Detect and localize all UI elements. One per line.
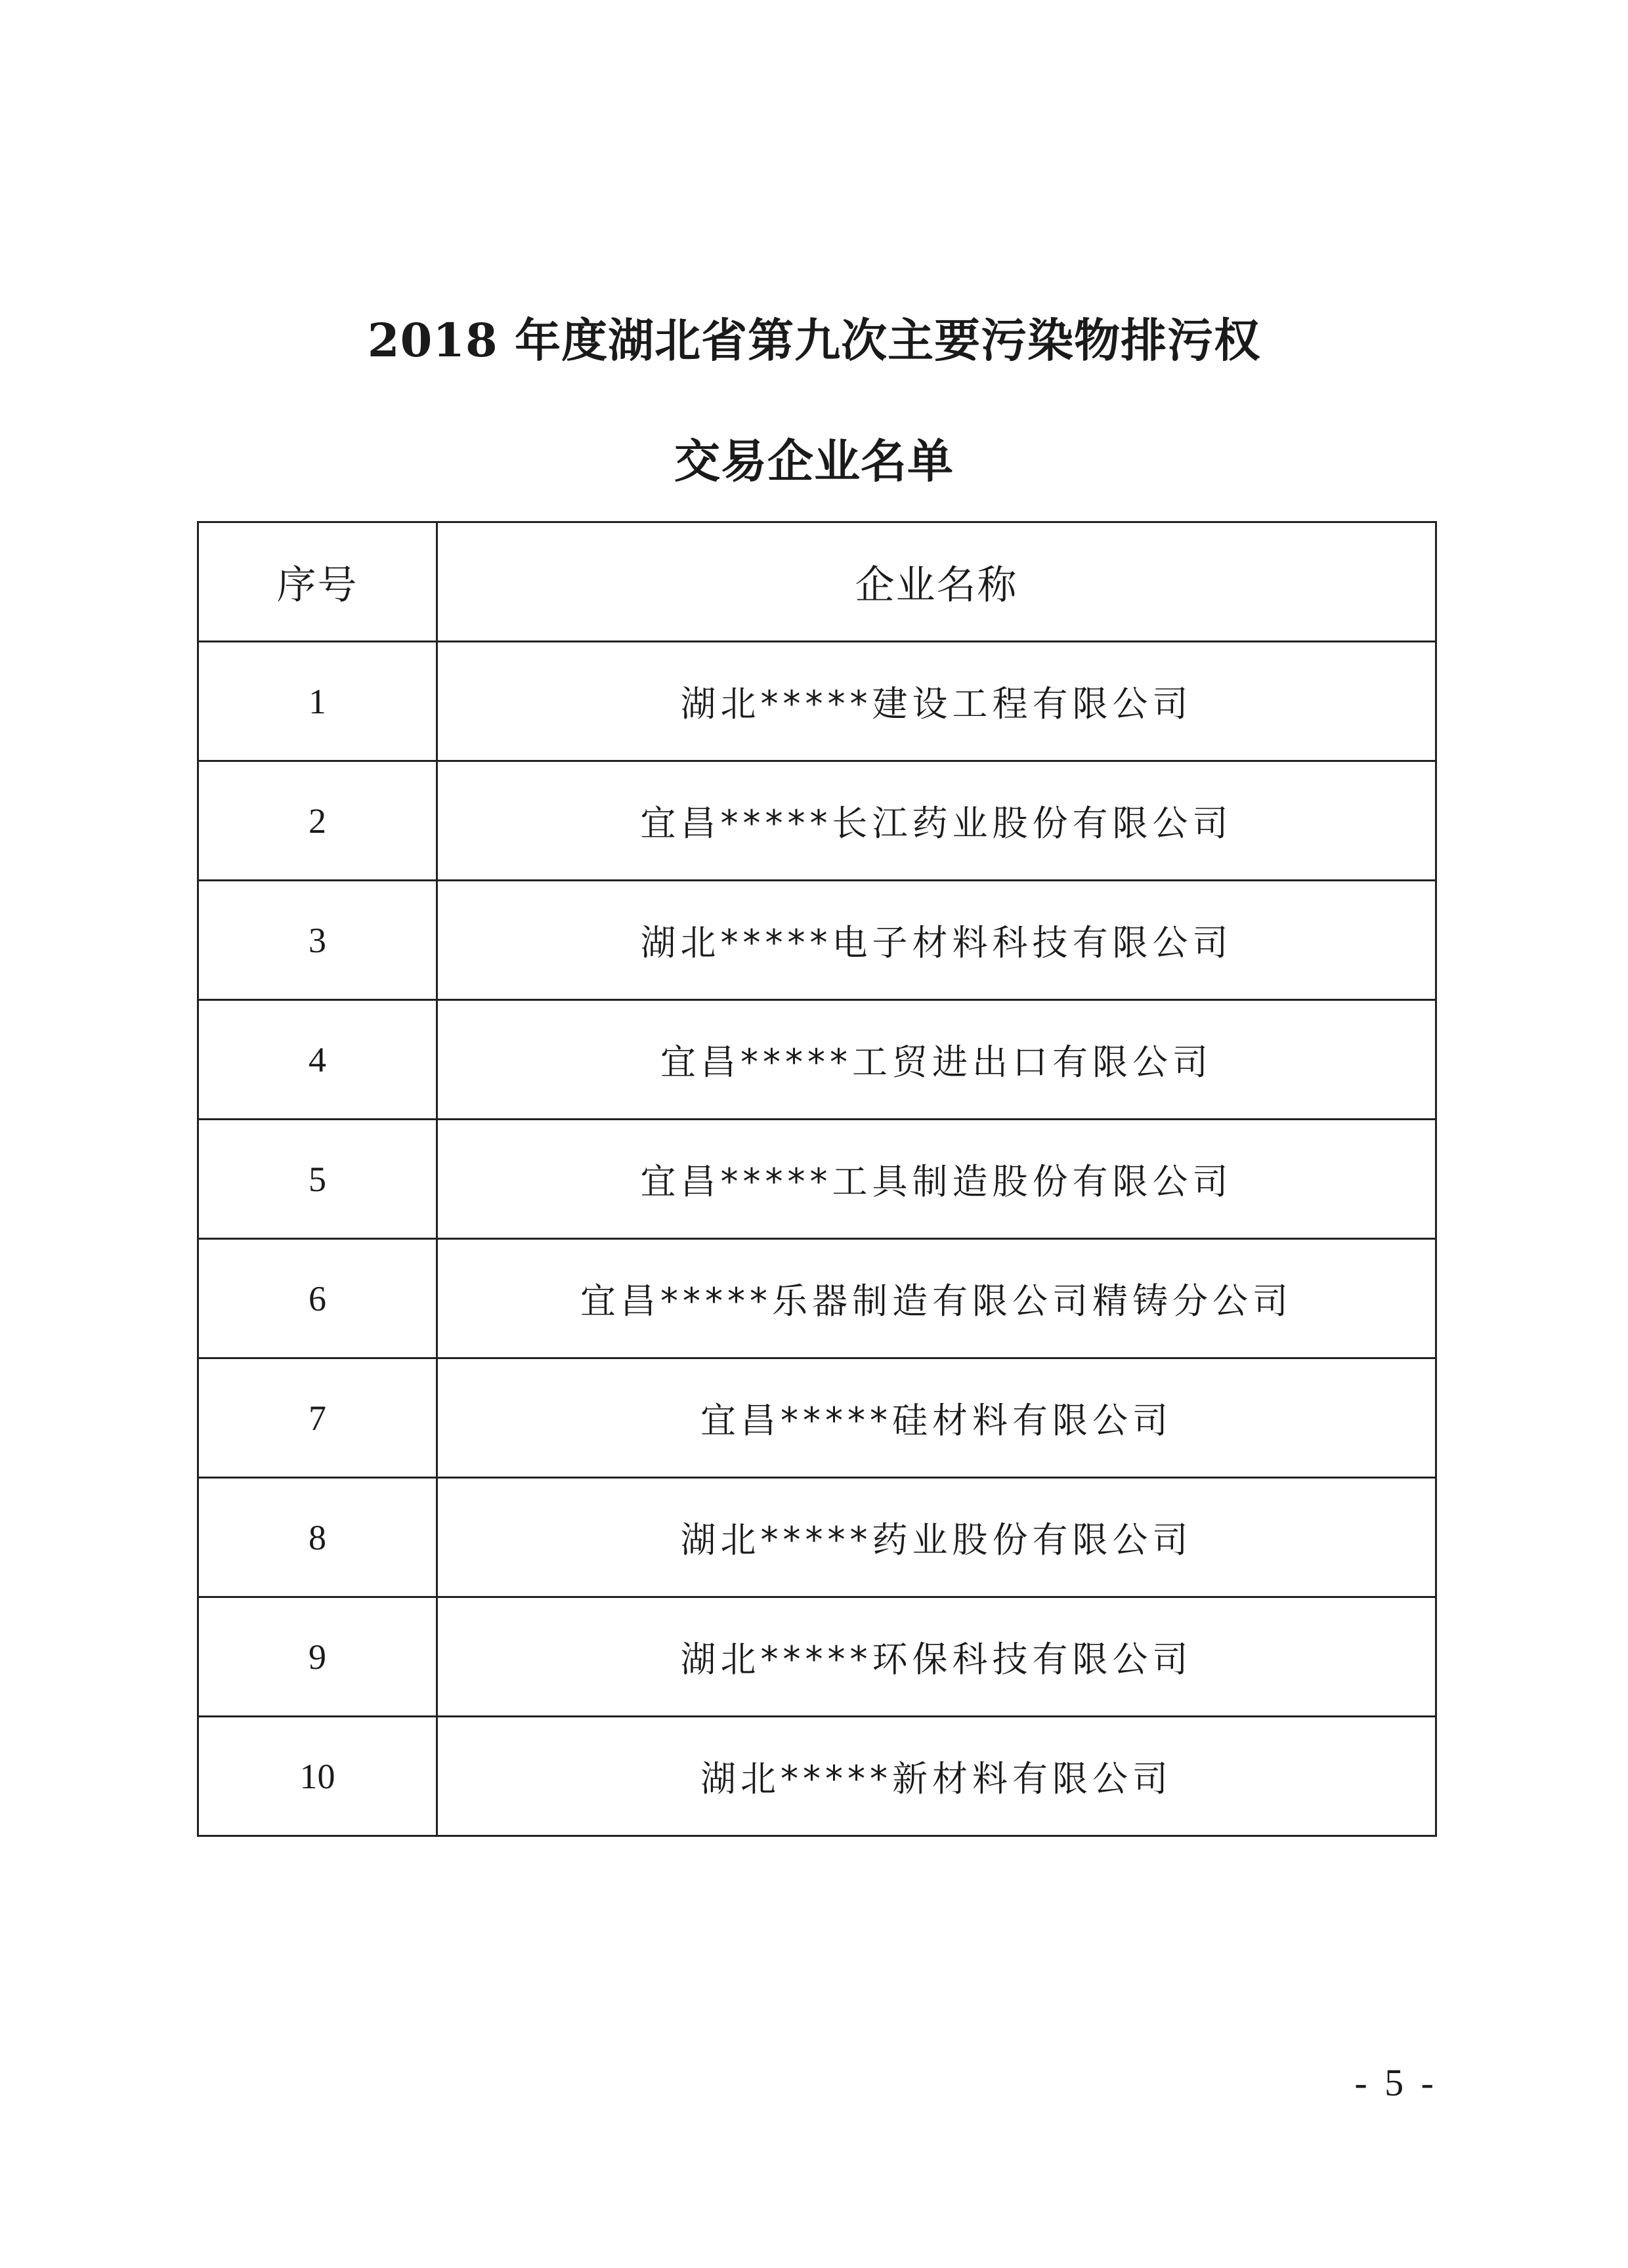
table-row: [198, 1120, 1436, 1239]
row-enterprise-name: 宜昌*****工贸进出口有限公司: [437, 1000, 1436, 1120]
table-row: [198, 881, 1436, 1000]
row-index: 5: [198, 1120, 437, 1239]
table-row: [198, 1717, 1436, 1836]
table-header-row: [198, 522, 1436, 642]
row-index: 7: [198, 1358, 437, 1478]
table-row: [198, 1000, 1436, 1120]
row-enterprise-name: 湖北*****电子材料科技有限公司: [437, 881, 1436, 1000]
row-enterprise-name: 宜昌*****硅材料有限公司: [437, 1358, 1436, 1478]
header-name: 企业名称: [437, 522, 1436, 642]
page-subtitle: 交易企业名单: [674, 434, 954, 488]
page-title: 2018 年度湖北省第九次主要污染物排污权: [367, 313, 1261, 368]
table-row: [198, 1597, 1436, 1717]
page-number: - 5 -: [1354, 2061, 1438, 2104]
row-enterprise-name: 湖北*****环保科技有限公司: [437, 1597, 1436, 1717]
table-row: [198, 642, 1436, 761]
row-enterprise-name: 宜昌*****长江药业股份有限公司: [437, 761, 1436, 881]
table-row: [198, 1239, 1436, 1358]
row-index: 1: [198, 642, 437, 761]
row-index: 8: [198, 1478, 437, 1597]
row-index: 9: [198, 1597, 437, 1717]
table-row: [198, 1478, 1436, 1597]
row-enterprise-name: 湖北*****建设工程有限公司: [437, 642, 1436, 761]
row-enterprise-name: 湖北*****新材料有限公司: [437, 1717, 1436, 1836]
enterprise-table: [197, 521, 1437, 1837]
header-index: 序号: [198, 522, 437, 642]
row-index: 10: [198, 1717, 437, 1836]
row-index: 2: [198, 761, 437, 881]
row-enterprise-name: 宜昌*****工具制造股份有限公司: [437, 1120, 1436, 1239]
table-row: [198, 1358, 1436, 1478]
row-enterprise-name: 湖北*****药业股份有限公司: [437, 1478, 1436, 1597]
table-row: [198, 761, 1436, 881]
row-index: 6: [198, 1239, 437, 1358]
row-enterprise-name: 宜昌*****乐器制造有限公司精铸分公司: [437, 1239, 1436, 1358]
row-index: 3: [198, 881, 437, 1000]
row-index: 4: [198, 1000, 437, 1120]
